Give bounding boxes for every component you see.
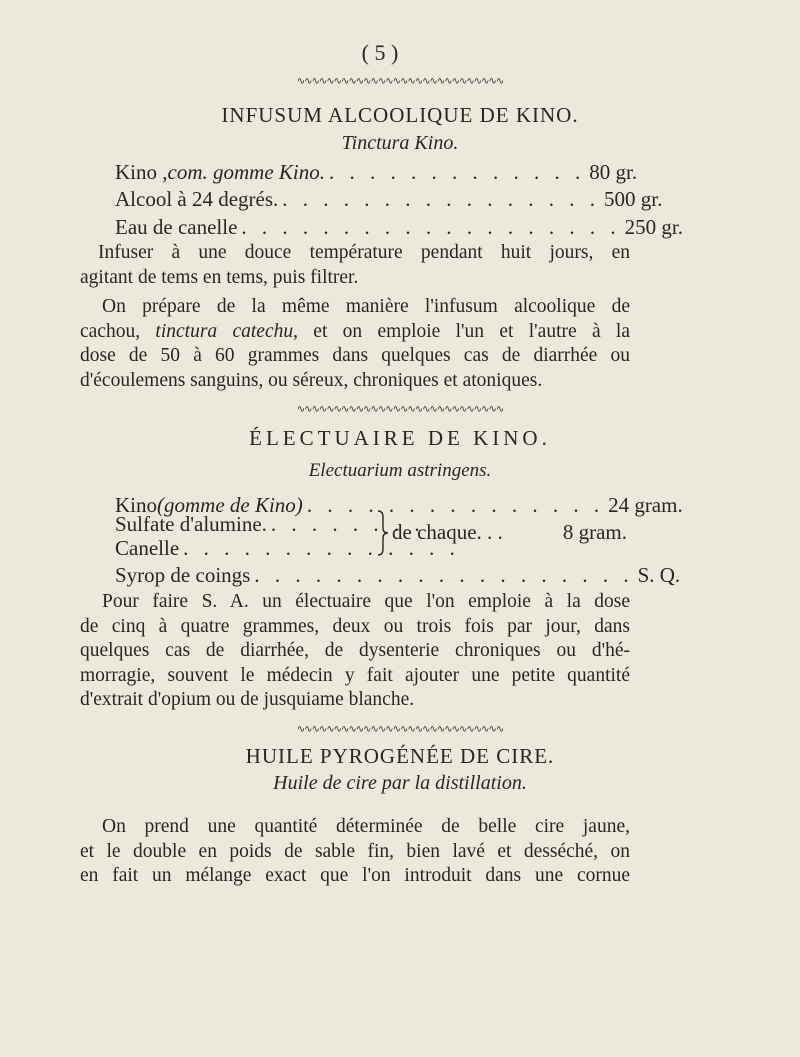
- text-line: On prépare de la même manière l'infusum alcoolique de: [102, 296, 630, 317]
- ingredient-row: [115, 536, 460, 562]
- text-line: et le double en poids de sable fin, bien lavé et desséché, on: [80, 840, 630, 862]
- ingredient-row: [115, 160, 638, 186]
- ingredient-name: Eau de canelle: [115, 215, 238, 239]
- text-line: dose de 50 à 60 grammes dans quelques cas de diarrhée ou: [80, 345, 630, 366]
- ingredient-quantity: 80 gr.: [589, 160, 638, 184]
- paragraph-infuser: [80, 241, 630, 290]
- ingredient-row: [115, 512, 425, 538]
- section-title-electuaire: ÉLECTUAIRE DE KINO.: [249, 426, 551, 450]
- ingredient-name: Kino: [115, 493, 157, 517]
- text-line: Infuser à une douce température pendant huit jours, en: [98, 242, 630, 263]
- ingredient-quantity: S. Q.: [637, 563, 681, 587]
- paragraph-electuaire: [80, 590, 630, 713]
- italic-term: tinctura catechu: [155, 320, 294, 342]
- ingredient-quantity: 500 gr.: [604, 187, 663, 211]
- leader-dots: . . . . . . . . . . . . .: [328, 160, 586, 184]
- paragraph-cachou: [80, 295, 630, 393]
- text-line: cachou, tinctura catechu, et on emploie l'un et l'autre à la: [80, 320, 630, 342]
- brace-icon: [377, 509, 389, 557]
- ingredient-row: [115, 215, 684, 241]
- brace-label: de chaque. . .: [392, 520, 503, 544]
- section-subtitle-huile: Huile de cire par la distillation.: [273, 772, 527, 794]
- text-line: d'extrait d'opium ou de jusquiame blanche.: [80, 689, 415, 710]
- leader-dots: . . . . . . . .: [270, 512, 425, 536]
- text-line: On prend une quantité déterminée de belle cire jaune,: [102, 816, 630, 837]
- ingredient-name: Syrop de coings: [115, 563, 251, 587]
- leader-dots: . . . . . . . . . . . . . . .: [306, 493, 605, 517]
- ingredient-quantity: 24 gram.: [608, 493, 683, 517]
- ornament-rule: ∿∿∿∿∿∿∿∿∿∿∿∿∿∿∿∿∿∿∿∿∿∿∿∿∿∿∿∿: [296, 404, 504, 415]
- ingredient-alt-name: (gomme de Kino): [157, 493, 303, 517]
- ingredient-row: [115, 563, 681, 589]
- section-title-infusum: INFUSUM ALCOOLIQUE DE KINO.: [221, 103, 579, 127]
- section-title-huile: HUILE PYROGÉNÉE DE CIRE.: [245, 744, 555, 768]
- ingredient-row: [115, 187, 663, 213]
- text-line: en fait un mélange exact que l'on introduit dans une cornue: [80, 865, 630, 886]
- ingredient-name: Alcool à 24 degrés.: [115, 187, 279, 211]
- paragraph-huile: [80, 815, 630, 889]
- ingredient-name: Kino ,: [115, 160, 168, 184]
- text-line: quelques cas de diarrhée, de dysenterie chroniques ou d'hé-: [80, 640, 630, 661]
- text-line: de cinq à quatre grammes, deux ou trois fois par jour, dans: [80, 615, 630, 637]
- brace-quantity: 8 gram.: [562, 520, 627, 544]
- text-line: d'écoulemens sanguins, ou séreux, chroniques et atoniques.: [80, 369, 543, 391]
- text-line: agitant de tems en tems, puis filtrer.: [80, 266, 359, 288]
- ingredient-quantity: 250 gr.: [624, 215, 684, 239]
- ingredient-alt-name: com. gomme Kino.: [167, 160, 325, 184]
- ingredient-name: Canelle: [115, 536, 180, 560]
- text-line: morragie, souvent le médecin y fait ajouter une petite quantité: [80, 664, 630, 686]
- ornament-rule: ∿∿∿∿∿∿∿∿∿∿∿∿∿∿∿∿∿∿∿∿∿∿∿∿∿∿∿∿: [296, 76, 504, 87]
- text-line: Pour faire S. A. un électuaire que l'on emploie à la dose: [102, 591, 630, 612]
- ingredient-name: Sulfate d'alumine.: [115, 512, 267, 536]
- section-subtitle-infusum: Tinctura Kino.: [341, 132, 459, 154]
- leader-dots: . . . . . . . . . . . . . . . . . . .: [241, 215, 621, 239]
- leader-dots: . . . . . . . . . . . . . . . .: [282, 187, 601, 211]
- leader-dots: . . . . . . . . . . . . . .: [183, 536, 460, 560]
- page-number: ( 5 ): [361, 40, 399, 65]
- ornament-rule: ∿∿∿∿∿∿∿∿∿∿∿∿∿∿∿∿∿∿∿∿∿∿∿∿∿∿∿∿: [296, 724, 504, 735]
- section-subtitle-electuaire: Electuarium astringens.: [308, 460, 492, 481]
- leader-dots: . . . . . . . . . . . . . . . . . . .: [254, 563, 634, 587]
